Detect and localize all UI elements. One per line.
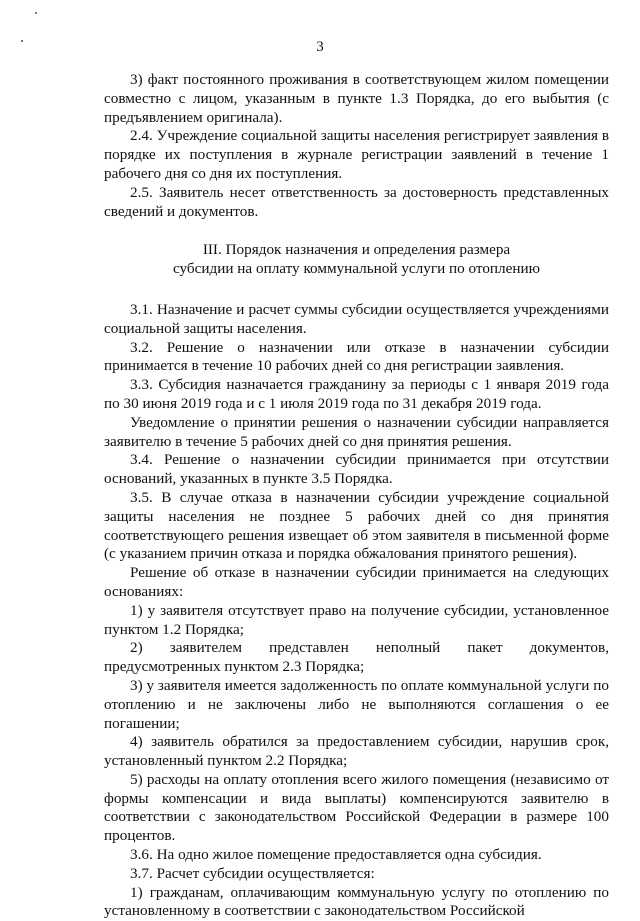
list-item: 4) заявитель обратился за предоставлением субсидии, нарушив срок, установленный пунктом 2.2 Порядка; [104, 733, 609, 770]
paragraph: 2.5. Заявитель несет ответственность за достоверность представленных сведений и документов. [104, 183, 609, 220]
paragraph-3-3: 3.3. Субсидия назначается гражданину за периоды с 1 января 2019 года по 30 июня 2019 года и с 1 июля 2019 года по 31 декабря 2019 года. [104, 376, 609, 412]
paragraph: 3) факт постоянного проживания в соответствующем жилом помещении совместно с лицом, указанным в пункте 1.3 Порядка, до его выбытия (с предъявлением оригинала). [104, 71, 609, 126]
paragraph-notice: Уведомление о принятии решения о назначении субсидии направляется заявителю в течение 5 рабочих дней со дня принятия решения. [104, 413, 609, 450]
paragraph-3-4: 3.4. Решение о назначении субсидии принимается при отсутствии оснований, указанных в пункте 3.5 Порядка. [104, 451, 609, 488]
section-heading-line-2: субсидии на оплату коммунальной услуги по отоплению [173, 260, 540, 278]
paragraph: 2.4. Учреждение социальной защиты населения регистрирует заявления в порядке их поступления в журнале регистрации заявлений в течение 1 рабочего дня со дня их поступления. [104, 127, 609, 182]
list-item: 2) заявителем представлен неполный пакет документов, предусмотренных пунктом 2.3 Порядка; [104, 639, 609, 676]
list-item: 1) гражданам, оплачивающим коммунальную услугу по отоплению по установленному в соответствии с законодательством Российской [104, 883, 609, 920]
paragraph-3-7: 3.7. Расчет субсидии осуществляется: [130, 864, 375, 882]
list-item: 3) у заявителя имеется задолженность по оплате коммунальной услуги по отоплению и не заключены либо не выполняются соглашения о ее погашении; [104, 676, 609, 732]
paragraph-refusal-grounds: Решение об отказе в назначении субсидии принимается на следующих основаниях: [104, 564, 609, 600]
paragraph-3-1: 3.1. Назначение и расчет суммы субсидии осуществляется учреждениями социальной защиты населения. [104, 300, 609, 337]
list-item: 5) расходы на оплату отопления всего жилого помещения (независимо от формы компенсации и вида выплаты) компенсируются заявителю в соответствии с законодательством Российской Федерации в размере 100 процентов. [104, 770, 609, 845]
paragraph-3-2: 3.2. Решение о назначении или отказе в назначении субсидии принимается в течение 10 рабочих дней со дня регистрации заявления. [104, 338, 609, 375]
list-item: 1) у заявителя отсутствует право на получение субсидии, установленное пунктом 1.2 Порядка; [104, 601, 609, 638]
paragraph-3-6: 3.6. На одно жилое помещение предоставляется одна субсидия. [130, 846, 542, 864]
page-number: 3 [316, 39, 324, 55]
paragraph-3-5: 3.5. В случае отказа в назначении субсидии учреждение социальной защиты населения не позднее 5 рабочих дней со дня принятия соответствующего решения извещает об этом заявителя в письменной форме (с указанием причин отказа и порядка обжалования принятого решения). [104, 488, 609, 563]
scan-speck [35, 12, 37, 14]
document-body [104, 71, 609, 921]
section-heading-line-1: III. Порядок назначения и определения размера [202, 241, 511, 259]
